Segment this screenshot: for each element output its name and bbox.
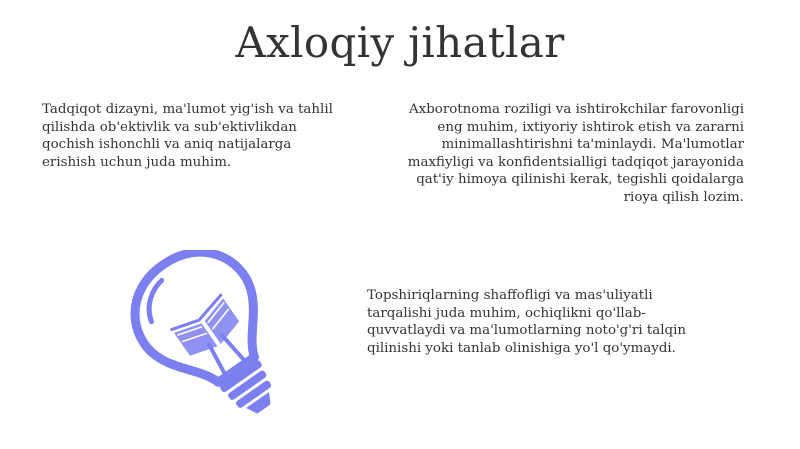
slide-title: Axloqiy jihatlar xyxy=(235,18,565,67)
paragraph-left: Tadqiqot dizayni, ma'lumot yig'ish va tahlil qilishda ob'ektivlik va sub'ektivlikdan qochish ishonchli va aniq natijalarga erishish uchun juda muhim. xyxy=(42,102,333,170)
paragraph-right: Axborotnoma roziligi va ishtirokchilar farovonligi eng muhim, ixtiyoriy ishtirok etish va zararni minimallashtirishni ta'minlaydi. Ma'lumotlar maxfiyligi va konfidentsialligi tadqiqot jarayonida qat'iy himoya qilinishi kerak, tegishli qoidalarga rioya qilish lozim. xyxy=(407,102,744,205)
paragraph-bottom: Topshiriqlarning shaffofligi va mas'uliyatli tarqalishi juda muhim, ochiqlikni qo'llab-quvvatlaydi va ma'lumotlarning noto'g'ri talqin qilinishi yoki tanlab olinishiga yo'l qo'ymaydi. xyxy=(367,288,687,356)
lightbulb-book-icon xyxy=(90,250,320,428)
